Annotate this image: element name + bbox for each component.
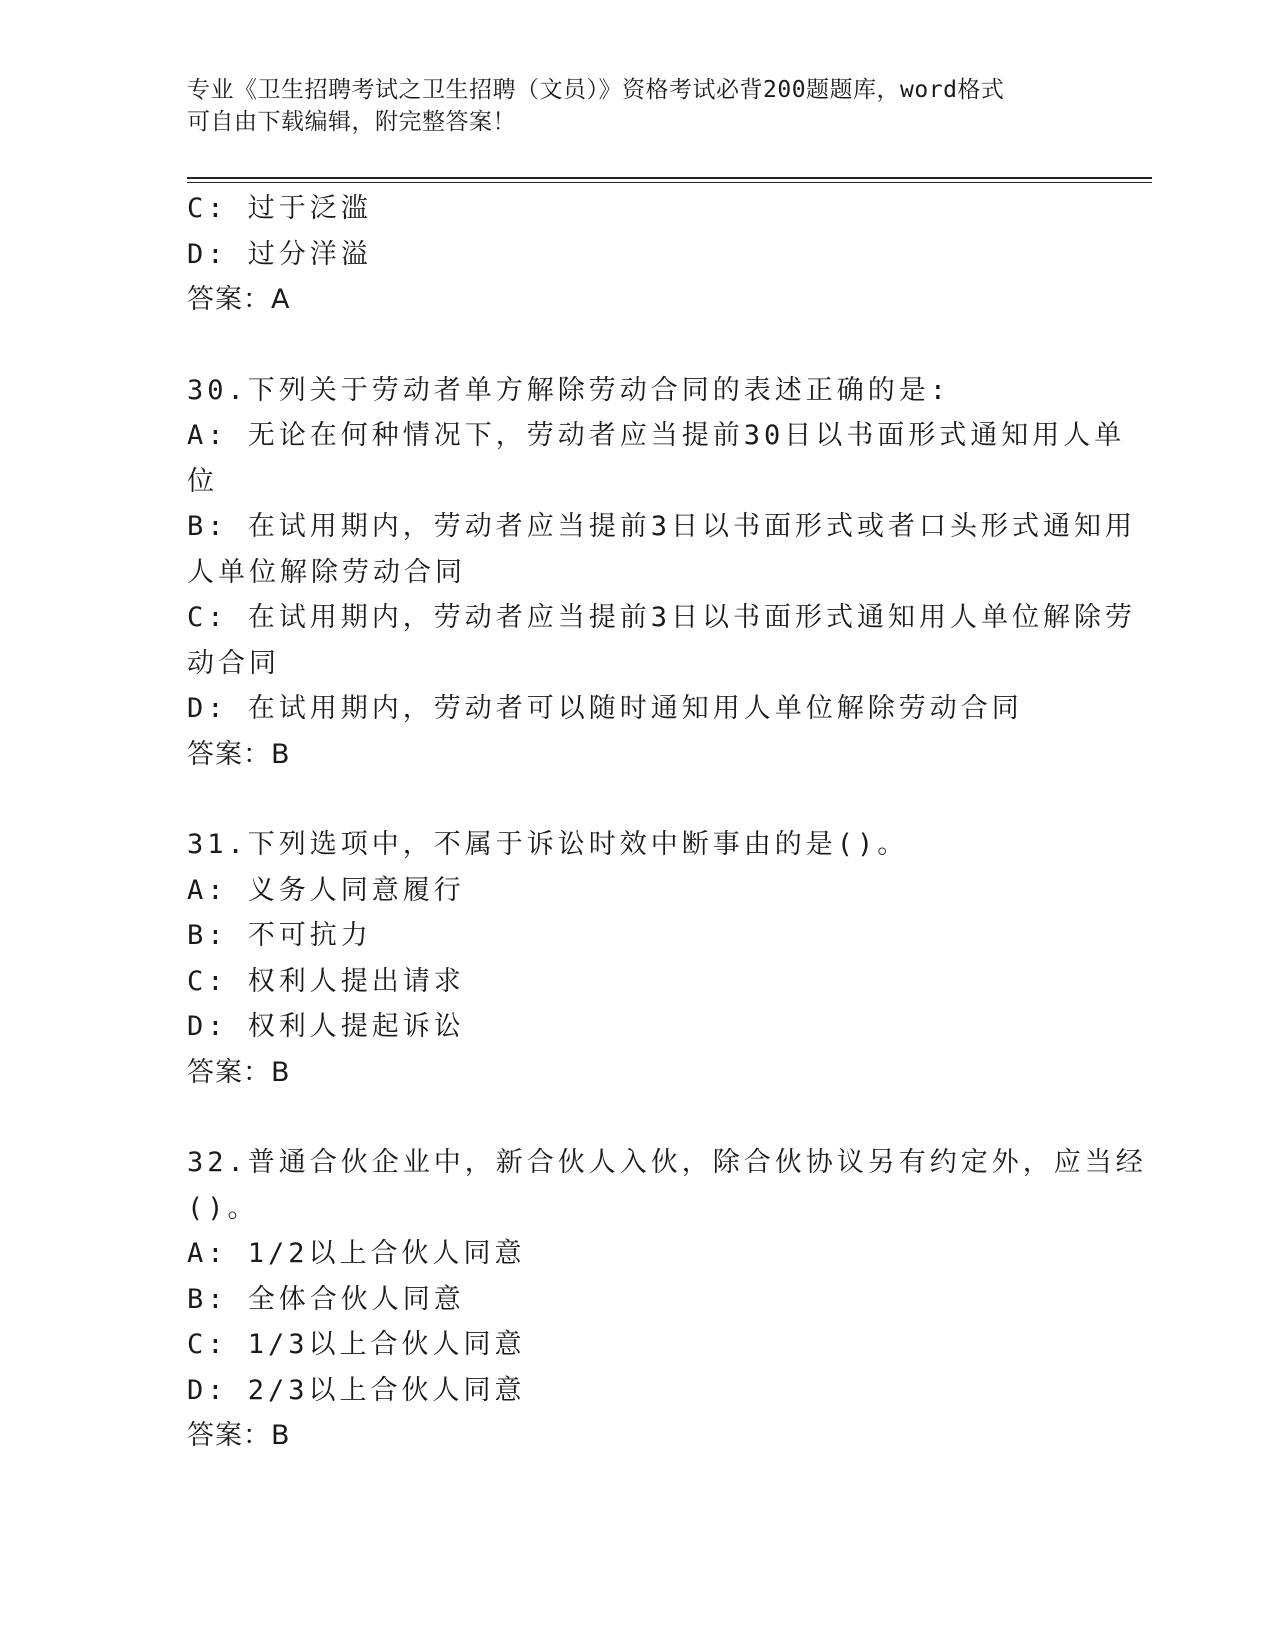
option-c: C: 权利人提出请求 (187, 965, 465, 997)
header-divider-thick (187, 177, 1152, 179)
header-line-2: 可自由下载编辑，附完整答案！ (187, 109, 516, 135)
answer: 答案：B (187, 1420, 291, 1451)
question-stem: 30.下列关于劳动者单方解除劳动合同的表述正确的是: (187, 374, 951, 406)
option-c-continued: 动合同 (187, 647, 280, 679)
question-30 (187, 368, 1137, 778)
answer: 答案：A (187, 284, 291, 315)
option-c: C: 1/3以上合伙人同意 (187, 1329, 526, 1360)
option-d: D: 2/3以上合伙人同意 (187, 1374, 526, 1406)
question-31 (187, 822, 1087, 1095)
option-c: C: 在试用期内，劳动者应当提前3日以书面形式通知用人单位解除劳 (187, 602, 1137, 633)
option-b: B: 全体合伙人同意 (187, 1283, 465, 1315)
answer: 答案：B (187, 738, 291, 770)
question-stem: 32.普通合伙企业中，新合伙人入伙，除合伙协议另有约定外，应当经 (187, 1147, 1147, 1178)
option-b-continued: 人单位解除劳动合同 (187, 556, 466, 588)
spacer (187, 1095, 1087, 1140)
option-d: D: 权利人提起诉讼 (187, 1011, 465, 1042)
option-b: B: 在试用期内，劳动者应当提前3日以书面形式或者口头形式通知用 (187, 511, 1137, 542)
spacer (187, 777, 1087, 822)
header-line-1: 专业《卫生招聘考试之卫生招聘（文员）》资格考试必背200题题库，word格式 (187, 77, 1005, 103)
header-divider-thin (187, 182, 1152, 183)
spacer (187, 323, 1087, 368)
option-d: D: 过分洋溢 (187, 238, 372, 270)
question-29 (187, 186, 1087, 323)
question-stem: 31.下列选项中，不属于诉讼时效中断事由的是()。 (187, 829, 909, 860)
option-b: B: 不可抗力 (187, 920, 372, 951)
question-list (187, 186, 1147, 1459)
question-32 (187, 1140, 1147, 1459)
option-a: A: 无论在何种情况下，劳动者应当提前30日以书面形式通知用人单 (187, 420, 1126, 451)
option-a-continued: 位 (187, 465, 218, 497)
answer: 答案：B (187, 1056, 291, 1088)
option-a: A: 1/2以上合伙人同意 (187, 1238, 526, 1269)
option-d: D: 在试用期内，劳动者可以随时通知用人单位解除劳动合同 (187, 693, 1023, 724)
option-c: C: 过于泛滥 (187, 193, 372, 224)
question-stem-continued: ()。 (187, 1192, 259, 1224)
page-header (187, 74, 1067, 138)
option-a: A: 义务人同意履行 (187, 874, 465, 906)
